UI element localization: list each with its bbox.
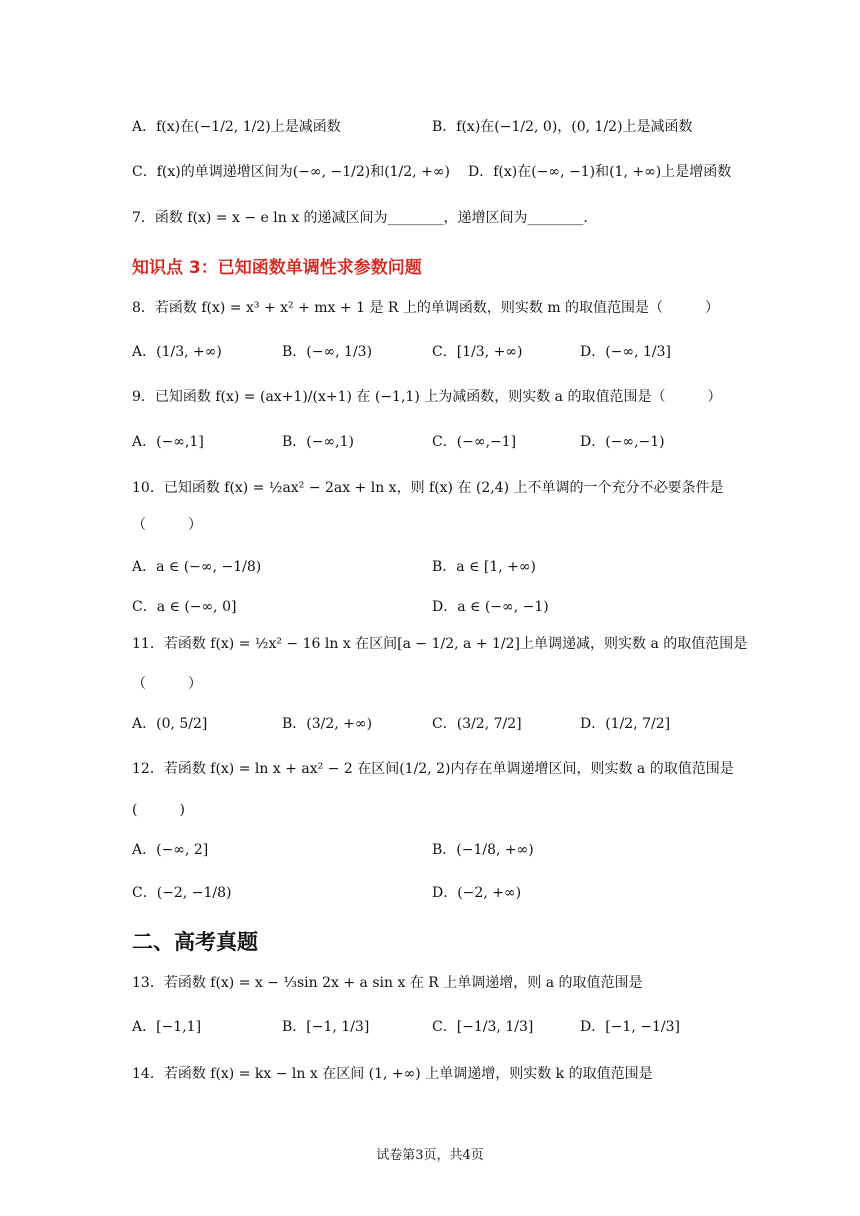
question-10: 10．已知函数 f(x) = ½ax² − 2ax + ln x，则 f(x) 在 (2,4) 上不单调的一个充分不必要条件是 [132,480,724,496]
q11-option-a: A．(0, 5/2] [132,716,208,732]
q10-answer-paren: （ ） [132,517,202,533]
q9-option-c: C．(−∞,−1] [432,434,517,450]
question-12: 12．若函数 f(x) = ln x + ax² − 2 在区间(1/2, 2)内存在单调递增区间，则实数 a 的取值范围是 [132,761,734,777]
q9-option-d: D．(−∞,−1) [580,434,665,450]
q8-option-d: D．(−∞, 1/3] [580,344,671,360]
question-9: 9．已知函数 f(x) = (ax+1)/(x+1) 在 (−1,1) 上为减函数，则实数 a 的取值范围是（ ） [132,389,722,405]
q10-option-a: A．a ∈ (−∞, −1/8) [132,559,262,575]
q11-option-d: D．(1/2, 7/2] [580,716,671,732]
q6-option-b: B．f(x)在(−1/2, 0)，(0, 1/2)上是减函数 [432,119,693,135]
q13-option-c: C．[−1/3, 1/3] [432,1019,534,1035]
section-3-title: 知识点 3：已知函数单调性求参数问题 [132,258,422,278]
question-8: 8．若函数 f(x) = x³ + x² + mx + 1 是 R 上的单调函数，则实数 m 的取值范围是（ ） [132,300,720,316]
page-footer: 试卷第3页，共4页 [376,1148,484,1163]
q10-option-b: B．a ∈ [1, +∞) [432,559,537,575]
question-13: 13．若函数 f(x) = x − ⅓sin 2x + a sin x 在 R 上单调递增，则 a 的取值范围是 [132,975,643,991]
q6-option-d: D．f(x)在(−∞, −1)和(1, +∞)上是增函数 [468,164,732,180]
q11-option-c: C．(3/2, 7/2] [432,716,522,732]
q12-option-c: C．(−2, −1/8) [132,885,232,901]
q13-option-b: B．[−1, 1/3] [282,1019,370,1035]
question-14: 14．若函数 f(x) = kx − ln x 在区间 (1, +∞) 上单调递增，则实数 k 的取值范围是 [132,1066,653,1082]
q12-option-d: D．(−2, +∞) [432,885,522,901]
q8-option-c: C．[1/3, +∞) [432,344,523,360]
q12-answer-paren: ( ) [132,802,185,818]
q6-option-a: A．f(x)在(−1/2, 1/2)上是减函数 [132,119,341,135]
q13-option-a: A．[−1,1] [132,1019,202,1035]
q8-option-b: B．(−∞, 1/3) [282,344,373,360]
q6-option-c: C．f(x)的单调递增区间为(−∞, −1/2)和(1/2, +∞) [132,164,450,180]
question-7: 7．函数 f(x) = x − e ln x 的递减区间为________，递增区间为________． [132,210,598,226]
q13-option-d: D．[−1, −1/3] [580,1019,680,1035]
q8-option-a: A．(1/3, +∞) [132,344,222,360]
q9-option-a: A．(−∞,1] [132,434,204,450]
q10-option-d: D．a ∈ (−∞, −1) [432,599,549,615]
question-11: 11．若函数 f(x) = ½x² − 16 ln x 在区间[a − 1/2, a + 1/2]上单调递减，则实数 a 的取值范围是 [132,636,748,652]
q11-option-b: B．(3/2, +∞) [282,716,373,732]
q12-option-b: B．(−1/8, +∞) [432,842,534,858]
section-2-title: 二、高考真题 [132,930,258,954]
q10-option-c: C．a ∈ (−∞, 0] [132,599,237,615]
q9-option-b: B．(−∞,1) [282,434,354,450]
q12-option-a: A．(−∞, 2] [132,842,209,858]
q11-answer-paren: （ ） [132,676,202,692]
